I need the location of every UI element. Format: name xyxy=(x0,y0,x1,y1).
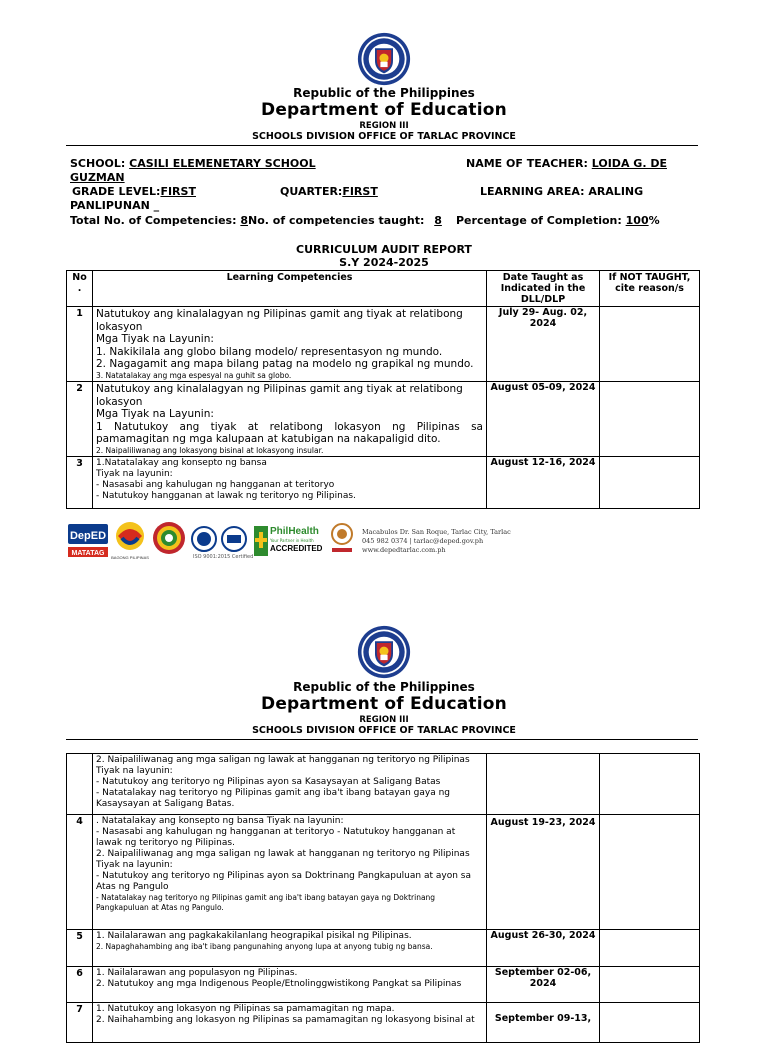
row-number: 6 xyxy=(67,967,93,1003)
philhealth-name: PhilHealth xyxy=(270,526,319,537)
competency-cell: 1. Nailalarawan ang pagkakakilanlang heograpikal pisikal ng Pilipinas. 2. Napaghahambing ang iba't ibang pangunahing anyong lupa at anyong tubig ng bansa. xyxy=(93,930,487,967)
date-taught-cell xyxy=(487,754,600,815)
matatag-text: MATATAG xyxy=(71,550,105,557)
total-label: Total No. of Competencies: xyxy=(70,214,237,227)
header-no: No . xyxy=(67,271,93,307)
table-row xyxy=(67,967,700,1003)
footer-address: Macabulos Dr. San Roque, Tarlac City, Tarlac xyxy=(362,528,511,536)
department-heading: Department of Education xyxy=(261,694,507,714)
learning-area-value: PANLIPUNAN _ xyxy=(70,199,160,212)
teacher-value: LOIDA G. DE xyxy=(591,157,667,170)
learning-area-label: LEARNING AREA: ARALING xyxy=(480,185,644,198)
division-heading: SCHOOLS DIVISION OFFICE OF TARLAC PROVINCE xyxy=(252,725,516,736)
header-competencies: Learning Competencies xyxy=(93,271,487,307)
grade-value: FIRST xyxy=(160,185,196,198)
reason-cell xyxy=(600,930,700,967)
taught-label: No. of competencies taught: xyxy=(248,214,425,227)
total-value: 8 xyxy=(240,214,248,227)
reason-cell xyxy=(600,967,700,1003)
date-taught-cell: July 29- Aug. 02, 2024 xyxy=(487,307,600,382)
bagong-pilipinas-text: BAGONG PILIPINAS xyxy=(111,555,149,560)
iso-certified-text: ISO 9001:2015 Certified xyxy=(193,554,254,560)
competency-cell: 1. Natutukoy ang lokasyon ng Pilipinas sa pamamagitan ng mapa. 2. Naihahambing ang lokasyon ng Pilipinas sa pamamagitan ng lokasyong bisinal at xyxy=(93,1003,487,1043)
competency-cell: 2. Naipaliliwanag ang mga saligan ng lawak at hangganan ng teritoryo ng Pilipinas Tiyak na layunin: - Natutukoy ang teritoryo ng Pilipinas ayon sa Kasaysayan at Saligang Batas - Natatalakay nag teritoryo ng Pilipinas gamit ang iba't ibang batayan gaya ng Kasaysayan at Saligang Batas. xyxy=(93,754,487,815)
date-taught-cell: September 02-06, 2024 xyxy=(487,967,600,1003)
reason-cell xyxy=(600,754,700,815)
deped-logo-text: DepED xyxy=(69,530,107,542)
competency-cell: 1. Nailalarawan ang populasyon ng Pilipinas. 2. Natutukoy ang mga Indigenous People/Etnolinggwistikong Pangkat sa Pilipinas xyxy=(93,967,487,1003)
percentage-value: 100 xyxy=(625,214,649,227)
division-heading: SCHOOLS DIVISION OFFICE OF TARLAC PROVINCE xyxy=(252,131,516,142)
republic-heading: Republic of the Philippines xyxy=(293,680,475,694)
curriculum-table-page-2 xyxy=(66,753,700,1043)
row-number xyxy=(67,754,93,815)
row-number: 5 xyxy=(67,930,93,967)
date-taught-cell: August 05-09, 2024 xyxy=(487,382,600,457)
department-heading: Department of Education xyxy=(261,100,507,120)
header-reason: If NOT TAUGHT, cite reason/s xyxy=(600,271,700,307)
date-taught-cell: August 19-23, 2024 xyxy=(487,815,600,930)
republic-heading: Republic of the Philippines xyxy=(293,86,475,100)
school-value: CASILI ELEMENETARY SCHOOL xyxy=(129,157,316,170)
row-number: 2 xyxy=(67,382,93,457)
grade-label: GRADE LEVEL: xyxy=(72,185,161,198)
report-title: CURRICULUM AUDIT REPORT xyxy=(296,243,472,256)
philhealth-tagline: Your Partner in Health xyxy=(270,538,314,543)
reason-cell xyxy=(600,1003,700,1043)
table-row xyxy=(67,815,700,930)
table-row xyxy=(67,1003,700,1043)
row-number: 3 xyxy=(67,457,93,509)
taught-value: 8 xyxy=(434,214,442,227)
date-taught-cell: August 12-16, 2024 xyxy=(487,457,600,509)
row-number: 4 xyxy=(67,815,93,930)
competency-cell: Natutukoy ang kinalalagyan ng Pilipinas gamit ang tiyak at relatibong lokasyon Mga Tiyak na Layunin: 1 Natutukoy ang tiyak at relatibong lokasyon ng Pilipinas sa pamamagitan ng mga kalupaan at katubigan na nakapaligid dito. 2. Naipaliliwanag ang lokasyong bisinal at lokasyong insular. xyxy=(93,382,487,457)
quarter-value: FIRST xyxy=(342,185,378,198)
date-taught-cell: August 26-30, 2024 xyxy=(487,930,600,967)
region-heading: REGION III xyxy=(359,121,409,131)
footer-phone: 045 982 0374 | tarlac@deped.gov.ph xyxy=(362,537,484,545)
header-rule xyxy=(66,739,698,740)
teacher-label: NAME OF TEACHER: xyxy=(466,157,588,170)
row-number: 1 xyxy=(67,307,93,382)
reason-cell xyxy=(600,815,700,930)
school-label: SCHOOL: xyxy=(70,157,126,170)
competency-cell: Natutukoy ang kinalalagyan ng Pilipinas gamit ang tiyak at relatibong lokasyon Mga Tiyak na Layunin: 1. Nakikilala ang globo bilang modelo/ representasyon ng mundo. 2. Nagagamit ang mapa bilang patag na modelo ng grapikal ng mundo. 3. Natatalakay ang mga espesyal na guhit sa globo. xyxy=(93,307,487,382)
table-row xyxy=(67,930,700,967)
competency-cell: . Natatalakay ang konsepto ng bansa Tiyak na layunin: - Nasasabi ang kahulugan ng hangganan at teritoryo - Natutukoy hangganan at lawak ng teritoryo ng Pilipinas. 2. Naipaliliwanag ang mga saligan ng lawak at hangganan ng teritoryo ng Pilipinas Tiyak na layunin: - Natutukoy ang teritoryo ng Pilipinas ayon sa Doktrinang Pangkapuluan at ayon sa Atas ng Pangulo - Natatalakay nag teritoryo ng Pilipinas gamit ang iba't ibang batayan gaya ng Doktrinang Pangkapuluan at Atas ng Pangulo. xyxy=(93,815,487,930)
deped-seal-icon xyxy=(357,625,411,679)
teacher-value-continued: GUZMAN xyxy=(70,171,125,184)
philhealth-accredited: ACCREDITED xyxy=(270,544,323,553)
competency-cell: 1.Natatalakay ang konsepto ng bansa Tiyak na layunin: - Nasasabi ang kahulugan ng hangganan at teritoryo - Natutukoy hangganan at lawak ng teritoryo ng Pilipinas. xyxy=(93,457,487,509)
date-taught-cell: September 09-13, xyxy=(487,1003,600,1043)
table-row xyxy=(67,754,700,815)
quarter-label: QUARTER: xyxy=(280,185,343,198)
school-year: S.Y 2024-2025 xyxy=(339,256,429,269)
footer-website[interactable]: www.depedtarlac.com.ph xyxy=(362,546,446,554)
percentage-field: Percentage of Completion: 100% xyxy=(456,214,660,227)
region-heading: REGION III xyxy=(359,715,409,725)
row-number: 7 xyxy=(67,1003,93,1043)
percentage-label: Percentage of Completion: xyxy=(456,214,622,227)
header-date: Date Taught as Indicated in the DLL/DLP xyxy=(487,271,600,307)
